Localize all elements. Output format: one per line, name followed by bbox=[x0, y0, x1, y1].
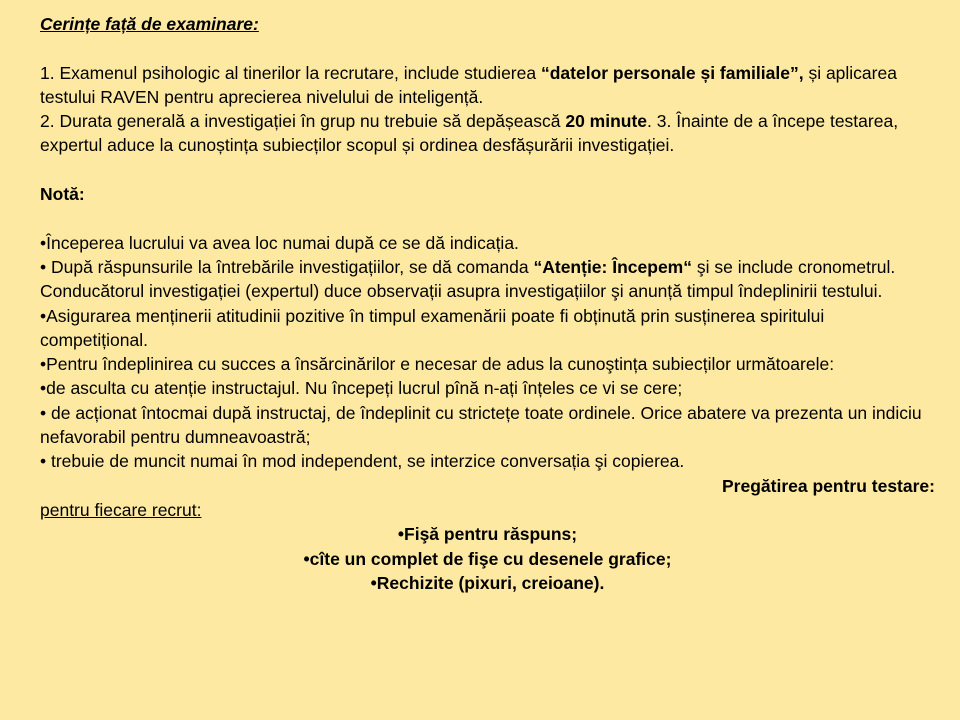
bullet-listen: •de asculta cu atenție instructajul. Nu începeți lucrul pînă n-ați înțeles ce vi se cere; bbox=[40, 378, 683, 399]
spacer bbox=[40, 36, 935, 60]
requirement-1 bbox=[40, 61, 935, 110]
page-title: Cerințe față de examinare: bbox=[40, 14, 259, 34]
prep-heading: Pregătirea pentru testare: bbox=[722, 475, 935, 496]
bullet-command-bold: “Atenție: Începem“ bbox=[533, 256, 692, 277]
prep-item: •Rechizite (pixuri, creioane). bbox=[370, 572, 605, 593]
requirement-1-bold: “datelor personale și familiale”, bbox=[540, 62, 804, 83]
spacer bbox=[40, 158, 935, 182]
bullet-follow-instructions: • de acționat întocmai după instructaj, de îndeplinit cu strictețe toate ordinele. Orice abatere va prezenta un indiciu nefavorabil pentru dumneavoastră; bbox=[40, 402, 922, 448]
requirement-2-bold: 20 minute bbox=[565, 111, 648, 132]
bullet-success: •Pentru îndeplinirea cu succes a însărcinărilor e necesar de adus la cunoştința subiecților următoarele: bbox=[40, 354, 835, 375]
bullet-positive-attitude: •Asigurarea menținerii atitudinii pozitive în timpul examenării poate fi obținută prin susținerea spiritului competițional. bbox=[40, 305, 825, 350]
slide-content bbox=[40, 12, 935, 595]
requirement-1-lead: 1. Examenul psihologic al tinerilor la recrutare, include studierea bbox=[40, 62, 541, 83]
prep-item: •Fişă pentru răspuns; bbox=[397, 524, 578, 545]
note-heading: Notă: bbox=[40, 184, 85, 205]
bullet-independent: • trebuie de muncit numai în mod independent, se interzice conversația şi copierea. bbox=[40, 451, 685, 472]
requirement-2-3 bbox=[40, 109, 935, 158]
requirement-2-tail: . 3. Înainte de a începe testarea, expertul aduce la cunoștința subiecților scopul și ordinea desfășurării investigației. bbox=[40, 111, 899, 156]
bullet-command-tail: şi se include cronometrul. Conducătorul investigației (expertul) duce observații asupra investigațiilor şi anunță timpul îndeplinirii testului. bbox=[40, 256, 896, 302]
per-recruit-label: pentru fiecare recrut: bbox=[40, 499, 202, 520]
requirement-2-lead: 2. Durata generală a investigației în grup nu trebuie să depășească bbox=[40, 111, 566, 132]
prep-item: •cîte un complet de fişe cu desenele grafice; bbox=[303, 548, 672, 569]
bullet-start-work: •Începerea lucrului va avea loc numai după ce se dă indicația. bbox=[40, 232, 519, 253]
requirement-1-tail: și aplicarea testului RAVEN pentru aprecierea nivelului de inteligență. bbox=[40, 62, 897, 107]
bullet-command bbox=[40, 255, 935, 304]
bullet-command-lead: • După răspunsurile la întrebările investigațiilor, se dă comanda bbox=[40, 256, 534, 277]
spacer bbox=[40, 206, 935, 230]
